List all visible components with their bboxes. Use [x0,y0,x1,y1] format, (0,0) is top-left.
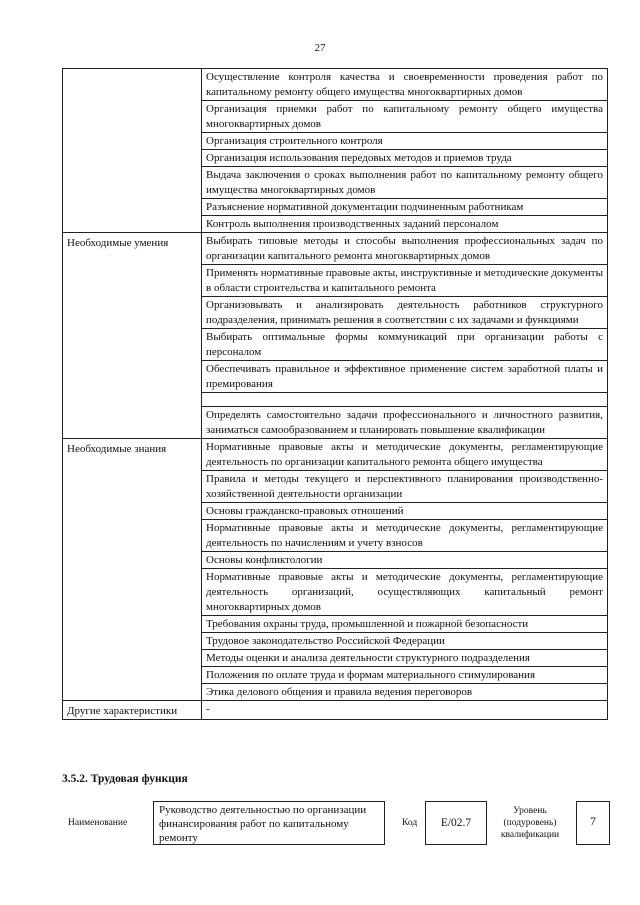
knowledge-text: Правила и методы текущего и перспективного планирования производственно-хозяйственной деятельности организации [202,471,608,503]
skill-text: Выбирать оптимальные формы коммуникаций при организации работы с персоналом [202,329,608,361]
skill-text: Применять нормативные правовые акты, инструктивные и методические документы в области строительства и капитального ремонта [202,265,608,297]
qualification-level-box: 7 [576,801,610,845]
labor-action-text: Осуществление контроля качества и своевременности проведения работ по капитальному ремонту общего имущества многоквартирных домов [202,69,608,101]
other-characteristics-value: - [202,701,608,720]
knowledge-row [63,439,608,471]
labor-actions-table [62,68,608,720]
skill-text: Организовывать и анализировать деятельность работников структурного подразделения, принимать решения в соответствии с их задачами и функциями [202,297,608,329]
knowledge-text: Трудовое законодательство Российской Федерации [202,633,608,650]
function-name-box: Руководство деятельностью по организации финансирования работ по капитальному ремонту [153,801,385,845]
knowledge-text: Нормативные правовые акты и методические документы, регламентирующие деятельность организаций, осуществляющих капитальный ремонт многоквартирных домов [202,569,608,616]
other-characteristics-label: Другие характеристики [63,701,202,720]
labor-action-text: Организация строительного контроля [202,133,608,150]
skill-text: Выбирать типовые методы и способы выполнения профессиональных задач по организации капитального ремонта многоквартирных домов [202,233,608,265]
knowledge-text: Нормативные правовые акты и методические документы, регламентирующие деятельность по организации капитального ремонта общего имущества [202,439,608,471]
other-characteristics-row [63,701,608,720]
knowledge-text: Основы конфликтологии [202,552,608,569]
labor-action-text: Выдача заключения о сроках выполнения работ по капитальному ремонту общего имущества многоквартирных домов [202,167,608,199]
labor-action-text: Организация приемки работ по капитальному ремонту общего имущества многоквартирных домов [202,101,608,133]
labor-action-text: Контроль выполнения производственных заданий персоналом [202,216,608,233]
code-value-box: E/02.7 [425,801,487,845]
knowledge-text: Методы оценки и анализа деятельности структурного подразделения [202,650,608,667]
name-label: Наименование [68,818,128,828]
group-label-cell [63,69,202,233]
knowledge-text: Положения по оплате труда и формам материального стимулирования [202,667,608,684]
knowledge-text: Основы гражданско-правовых отношений [202,503,608,520]
knowledge-text: Требования охраны труда, промышленной и пожарной безопасности [202,616,608,633]
labor-action-row [63,69,608,101]
skill-row [63,233,608,265]
knowledge-text: Нормативные правовые акты и методические документы, регламентирующие деятельность по начислениям и учету взносов [202,520,608,552]
qualification-level-label: Уровень (подуровень) квалификации [500,806,560,840]
skill-text: Определять самостоятельно задачи профессионального и личностного развития, заниматься самообразованием и планировать повышение квалификации [202,407,608,439]
knowledge-label: Необходимые знания [63,439,202,701]
skill-text [202,393,608,407]
knowledge-text: Этика делового общения и правила ведения переговоров [202,684,608,701]
page-number: 27 [314,42,326,54]
skill-text: Обеспечивать правильное и эффективное применение систем заработной платы и премирования [202,361,608,393]
code-label: Код [402,818,418,828]
labor-action-text: Организация использования передовых методов и приемов труда [202,150,608,167]
section-title: 3.5.2. Трудовая функция [62,773,188,785]
skills-label: Необходимые умения [63,233,202,439]
labor-action-text: Разъяснение нормативной документации подчиненным работникам [202,199,608,216]
